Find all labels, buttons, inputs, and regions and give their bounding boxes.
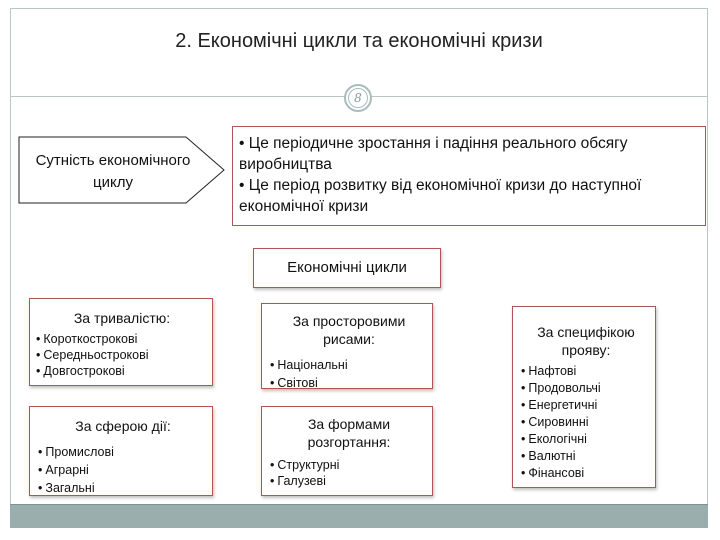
- list-item: • Нафтові: [521, 364, 577, 378]
- list-item: • Валютні: [521, 449, 576, 463]
- list-item: • Національні: [270, 358, 348, 372]
- category-list: [38, 443, 208, 497]
- definition-2: • Це період розвитку від економічної кризи до наступної економічної кризи: [239, 177, 642, 215]
- slide-title: 2. Економічні цикли та економічні кризи: [175, 30, 543, 52]
- definition-box: [232, 126, 706, 226]
- essence-label: Сутність економічного циклу: [35, 152, 191, 191]
- category-list: [270, 457, 428, 489]
- list-item: • Сировинні: [521, 415, 589, 429]
- category-duration: [29, 298, 213, 386]
- category-list: [36, 331, 208, 379]
- category-title: За просторовими рисами:: [292, 313, 406, 347]
- category-list: [270, 356, 428, 392]
- list-item: • Аграрні: [38, 463, 89, 477]
- category-spatial: [261, 303, 433, 389]
- category-title: За сферою дії:: [75, 418, 171, 434]
- list-item: • Середньострокові: [36, 348, 149, 362]
- page-number: 8: [348, 88, 368, 108]
- list-item: • Загальні: [38, 481, 95, 495]
- list-item: • Світові: [270, 376, 318, 390]
- list-item: • Короткострокові: [36, 332, 138, 346]
- definition-1: • Це періодичне зростання і падіння реального обсягу виробництва: [239, 135, 628, 173]
- category-list: [521, 363, 651, 482]
- category-title: За специфікою прояву:: [537, 324, 635, 358]
- list-item: • Продовольчі: [521, 381, 601, 395]
- economic-cycles-heading: Економічні цикли: [253, 248, 441, 288]
- category-sphere: [29, 406, 213, 496]
- list-item: • Енергетичні: [521, 398, 598, 412]
- list-item: • Екологічні: [521, 432, 587, 446]
- list-item: • Структурні: [270, 458, 340, 472]
- category-specific: [512, 306, 656, 488]
- category-title: За формами розгортання:: [307, 416, 391, 450]
- list-item: • Довгострокові: [36, 364, 125, 378]
- list-item: • Фінансові: [521, 466, 585, 480]
- footer-bar: [10, 504, 708, 528]
- list-item: • Промислові: [38, 445, 114, 459]
- list-item: • Галузеві: [270, 474, 326, 488]
- page-number-badge: [344, 84, 372, 112]
- category-forms: [261, 406, 433, 496]
- category-title: За тривалістю:: [73, 310, 171, 326]
